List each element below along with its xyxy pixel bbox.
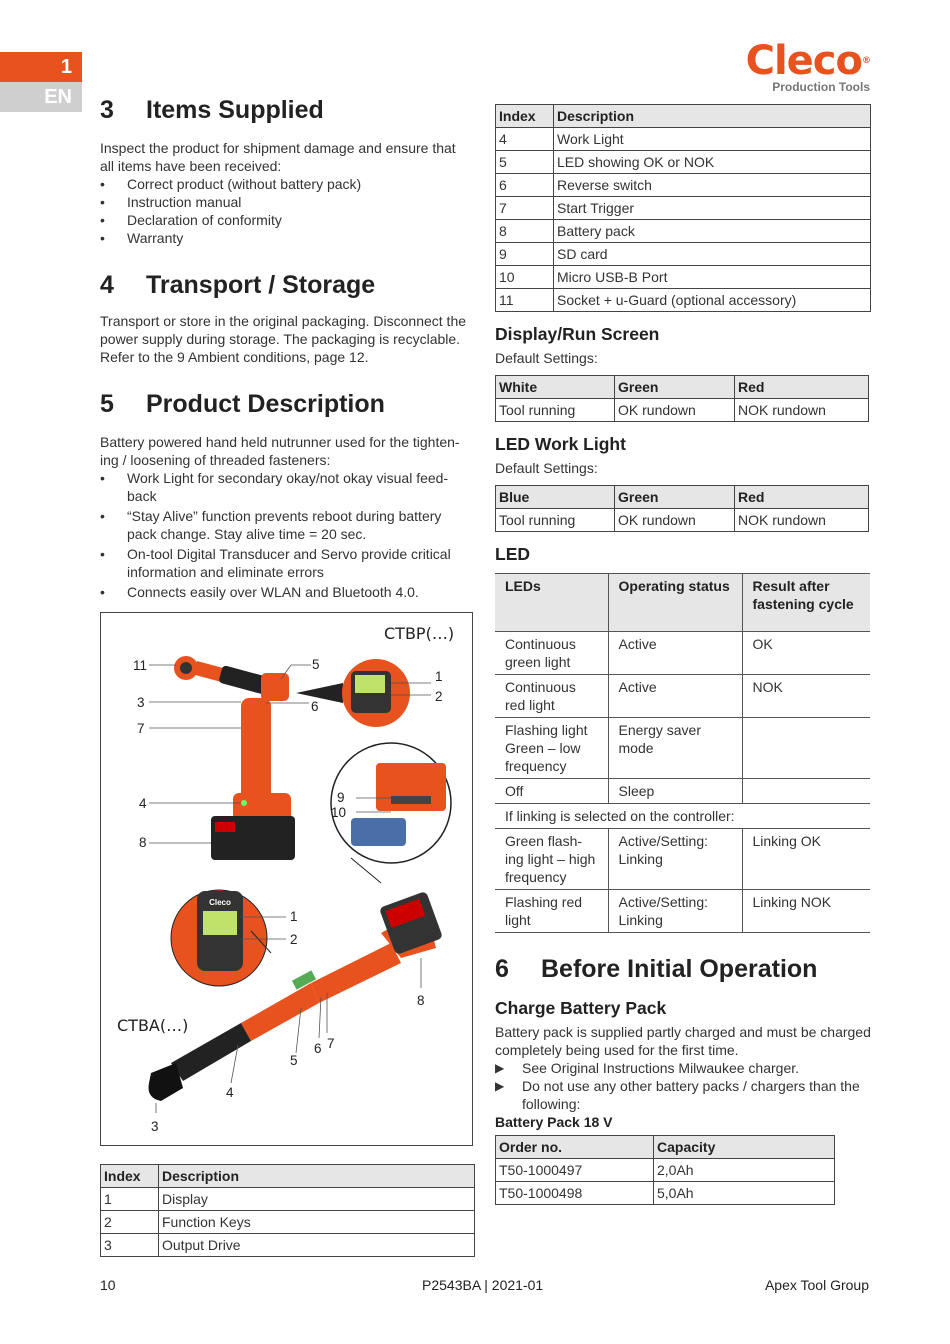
table-row xyxy=(496,1182,835,1205)
table-cell: Off xyxy=(495,779,608,804)
callout-number: 8 xyxy=(139,835,147,850)
callout-number: 2 xyxy=(435,689,443,704)
table-header: Red xyxy=(735,486,869,509)
table-cell: Continuous green light xyxy=(495,632,608,675)
section-4-text: Transport or store in the original packaging. Disconnect the power supply during storage. The packaging is recyclable. Refer to the 9 Ambient conditions, page 12. xyxy=(100,313,467,365)
table-row xyxy=(495,675,870,718)
table-cell: NOK rundown xyxy=(735,509,869,532)
index-table-bottom-wrapper xyxy=(100,1164,475,1257)
led-status-table xyxy=(495,573,870,933)
table-header: Index xyxy=(496,105,554,128)
table-cell: Work Light xyxy=(554,128,871,151)
table-cell: SD card xyxy=(554,243,871,266)
table-row xyxy=(101,1234,475,1257)
table-cell: Socket + u-Guard (optional accessory) xyxy=(554,289,871,312)
table-row xyxy=(495,829,870,890)
table-row xyxy=(496,197,871,220)
led-work-light-heading: LED Work Light xyxy=(495,434,626,454)
product-features-list xyxy=(100,469,472,601)
left-column xyxy=(100,96,472,601)
table-cell: Output Drive xyxy=(159,1234,475,1257)
table-cell: OK xyxy=(742,632,870,675)
table-cell: Active/Setting: Linking xyxy=(608,890,742,933)
list-item: • Correct product (without battery pack) xyxy=(100,175,472,193)
ctbp-label: CTBP(…) xyxy=(384,624,455,643)
list-item: • On-tool Digital Transducer and Servo provide critical information and eliminate errors xyxy=(100,545,472,581)
section-number: 4 xyxy=(100,271,114,299)
table-header: Index xyxy=(101,1165,159,1188)
callout-number: 1 xyxy=(290,909,298,924)
items-supplied-list xyxy=(100,175,472,247)
table-cell: OK rundown xyxy=(615,509,735,532)
table-cell: Active xyxy=(608,632,742,675)
index-table-1-3 xyxy=(100,1164,475,1257)
table-header: Result after fastening cycle xyxy=(742,574,870,632)
table-cell: Energy saver mode xyxy=(608,718,742,779)
callout-lines xyxy=(149,665,431,1113)
table-cell: Display xyxy=(159,1188,475,1211)
table-row xyxy=(495,718,870,779)
callout-number: 3 xyxy=(137,695,145,710)
logo-registered: ® xyxy=(862,56,870,66)
table-row xyxy=(496,220,871,243)
table-cell: NOK rundown xyxy=(735,399,869,422)
document-id: P2543BA | 2021-01 xyxy=(422,1277,544,1293)
callout-number: 5 xyxy=(290,1053,298,1068)
table-cell xyxy=(742,779,870,804)
chapter-number-tab: 1 xyxy=(0,52,82,82)
logo-word: Cleco xyxy=(745,38,862,84)
callout-number: 7 xyxy=(137,721,145,736)
table-cell: Linking OK xyxy=(742,829,870,890)
company-name: Apex Tool Group xyxy=(764,1277,869,1293)
section-number: 3 xyxy=(100,96,114,124)
callout-number: 4 xyxy=(226,1085,234,1100)
table-cell: 3 xyxy=(101,1234,159,1257)
table-row xyxy=(495,632,870,675)
table-cell: Green flash-ing light – high frequency xyxy=(495,829,608,890)
table-row xyxy=(495,804,870,829)
table-cell: 10 xyxy=(496,266,554,289)
table-cell: 8 xyxy=(496,220,554,243)
table-cell: Tool running xyxy=(496,399,615,422)
table-cell: 4 xyxy=(496,128,554,151)
table-cell xyxy=(742,718,870,779)
table-cell: 6 xyxy=(496,174,554,197)
table-row xyxy=(101,1211,475,1234)
list-item: • Connects easily over WLAN and Bluetooth 4.0. xyxy=(100,583,472,601)
list-item: • Work Light for secondary okay/not okay visual feed-back xyxy=(100,469,472,505)
page-number: 10 xyxy=(100,1277,116,1293)
table-cell: 9 xyxy=(496,243,554,266)
table-row xyxy=(496,509,869,532)
table-cell: 2 xyxy=(101,1211,159,1234)
led-heading: LED xyxy=(495,544,530,564)
table-cell: Active/Setting: Linking xyxy=(608,829,742,890)
section-title: Product Description xyxy=(146,390,385,418)
section-title: Before Initial Operation xyxy=(541,955,818,983)
table-header: Description xyxy=(159,1165,475,1188)
list-item: ▶ See Original Instructions Milwaukee charger. xyxy=(495,1059,871,1077)
table-header: Green xyxy=(615,486,735,509)
table-cell: Reverse switch xyxy=(554,174,871,197)
callout-number: 7 xyxy=(327,1036,335,1051)
table-cell: 2,0Ah xyxy=(654,1159,835,1182)
table-row xyxy=(496,151,871,174)
table-row xyxy=(496,399,869,422)
table-header: Order no. xyxy=(496,1136,654,1159)
table-cell: 5,0Ah xyxy=(654,1182,835,1205)
table-cell: Battery pack xyxy=(554,220,871,243)
table-cell: Micro USB-B Port xyxy=(554,266,871,289)
table-header: Description xyxy=(554,105,871,128)
table-row xyxy=(496,174,871,197)
table-row xyxy=(496,266,871,289)
callout-number: 9 xyxy=(337,790,345,805)
callout-number: 11 xyxy=(133,658,148,673)
list-item: • Instruction manual xyxy=(100,193,472,211)
table-cell: LED showing OK or NOK xyxy=(554,151,871,174)
table-cell: 1 xyxy=(101,1188,159,1211)
table-row xyxy=(496,243,871,266)
table-header: Operating status xyxy=(608,574,742,632)
list-item: • “Stay Alive” function prevents reboot during battery pack change. Stay alive time = 20 sec. xyxy=(100,507,472,543)
table-row xyxy=(496,289,871,312)
cleco-logo xyxy=(746,40,870,94)
battery-detail xyxy=(331,743,451,883)
section-3-intro: Inspect the product for shipment damage and ensure that all items have been received: xyxy=(100,140,456,174)
callout-number: 5 xyxy=(312,657,320,672)
callout-number: 3 xyxy=(151,1119,159,1134)
table-header: Blue xyxy=(496,486,615,509)
table-row xyxy=(495,890,870,933)
table-header: LEDs xyxy=(495,574,608,632)
table-header: Capacity xyxy=(654,1136,835,1159)
callout-number: 6 xyxy=(311,699,319,714)
section-6-heading xyxy=(495,955,871,984)
tool-illustration xyxy=(100,612,473,1146)
section-number: 5 xyxy=(100,390,114,418)
table-cell: Flashing light Green – low frequency xyxy=(495,718,608,779)
pistol-tool-image xyxy=(174,656,295,860)
callout-number: 8 xyxy=(417,993,425,1008)
linking-note: If linking is selected on the controller: xyxy=(495,804,870,829)
callout-number: 6 xyxy=(314,1041,322,1056)
table-cell: Flashing red light xyxy=(495,890,608,933)
list-item: ▶ Do not use any other battery packs / chargers than the following: xyxy=(495,1077,871,1113)
table-cell: Start Trigger xyxy=(554,197,871,220)
table-cell: T50-1000498 xyxy=(496,1182,654,1205)
table-row xyxy=(495,779,870,804)
table-cell: Continuous red light xyxy=(495,675,608,718)
callout-number: 2 xyxy=(290,932,298,947)
table-cell: Active xyxy=(608,675,742,718)
led-work-light-subtitle: Default Settings: xyxy=(495,460,598,476)
language-tab: EN xyxy=(0,82,82,112)
section-4-heading xyxy=(100,271,472,300)
display-run-table xyxy=(495,375,869,422)
table-header: Red xyxy=(735,376,869,399)
table-cell: Tool running xyxy=(496,509,615,532)
section-3-heading xyxy=(100,96,472,125)
list-item: • Warranty xyxy=(100,229,472,247)
table-cell: Linking NOK xyxy=(742,890,870,933)
tool-diagram xyxy=(101,613,473,1146)
section-title: Items Supplied xyxy=(146,96,324,124)
table-row xyxy=(496,1159,835,1182)
battery-pack-table xyxy=(495,1135,835,1205)
section-5-intro: Battery powered hand held nutrunner used for the tighten-ing / loosening of threaded fasteners: xyxy=(100,434,460,468)
display-run-subtitle: Default Settings: xyxy=(495,350,598,366)
ctba-label: CTBA(…) xyxy=(117,1016,189,1035)
table-header: Green xyxy=(615,376,735,399)
display-brand-text: Cleco xyxy=(209,898,231,907)
table-row xyxy=(101,1188,475,1211)
table-cell: 7 xyxy=(496,197,554,220)
callout-number: 1 xyxy=(435,669,443,684)
table-cell: Sleep xyxy=(608,779,742,804)
section-number: 6 xyxy=(495,955,509,983)
angle-display-detail xyxy=(171,890,271,986)
table-header: White xyxy=(496,376,615,399)
charge-battery-heading: Charge Battery Pack xyxy=(495,998,667,1018)
display-run-heading: Display/Run Screen xyxy=(495,324,660,344)
table-cell: T50-1000497 xyxy=(496,1159,654,1182)
table-cell: 5 xyxy=(496,151,554,174)
table-cell: Function Keys xyxy=(159,1211,475,1234)
section-title: Transport / Storage xyxy=(146,271,376,299)
logo-subtitle: Production Tools xyxy=(772,80,870,94)
callout-number: 4 xyxy=(139,796,147,811)
table-cell: 11 xyxy=(496,289,554,312)
charge-battery-text: Battery pack is supplied partly charged and must be charged completely being used for the first time. xyxy=(495,1024,871,1058)
table-cell: OK rundown xyxy=(615,399,735,422)
battery-pack-title: Battery Pack 18 V xyxy=(495,1114,613,1130)
list-item: • Declaration of conformity xyxy=(100,211,472,229)
callout-number: 10 xyxy=(331,805,347,820)
table-cell: NOK xyxy=(742,675,870,718)
index-table-4-11 xyxy=(495,104,871,312)
charge-instructions-list xyxy=(495,1059,871,1113)
right-column xyxy=(495,104,871,1205)
table-row xyxy=(496,128,871,151)
led-work-light-table xyxy=(495,485,869,532)
section-5-heading xyxy=(100,390,472,419)
